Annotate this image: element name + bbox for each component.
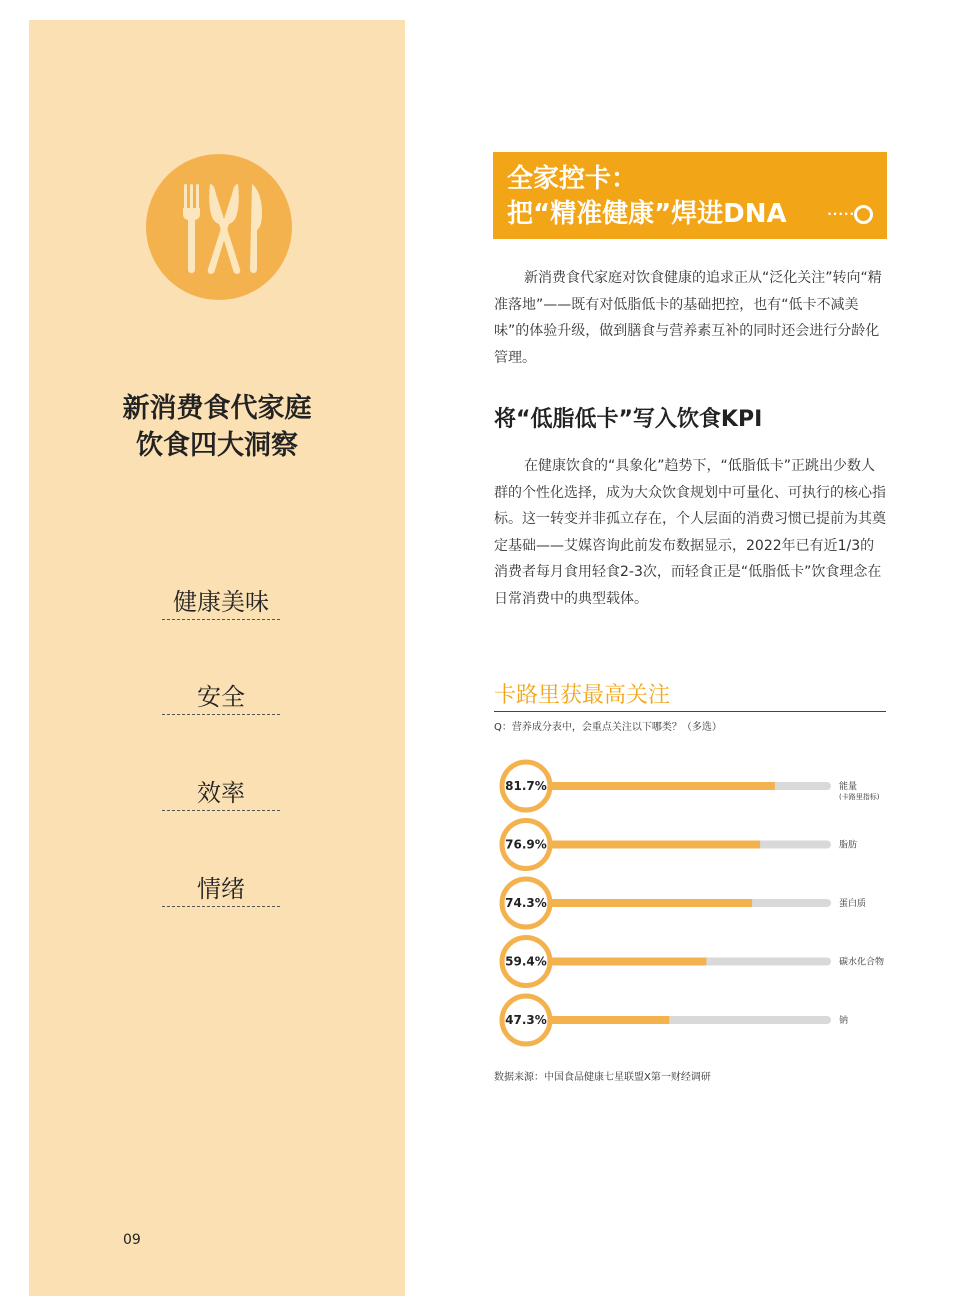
section-heading: 将“低脂低卡”写入饮食KPI [494, 407, 763, 432]
value-label: 59.4% [505, 954, 547, 969]
bar [524, 899, 752, 907]
sidebar-title-line1: 新消费食代家庭 [122, 393, 312, 424]
value-label: 81.7% [505, 779, 547, 793]
category-label: 蛋白质 [839, 899, 867, 909]
tag-efficiency: 效率 [162, 773, 280, 811]
category-label: 脂肪 [839, 840, 858, 851]
banner-line1: 全家控卡： [507, 164, 638, 194]
intro-paragraph: 新消费食代家庭对饮食健康的追求正从“泛化关注”转向“精准落地”——既有对低脂低卡的基础把控，也有“低卡不减美味”的体验升级，做到膳食与营养素互补的同时还会进行分龄化管理。 [494, 270, 882, 366]
section-paragraph: 在健康饮食的“具象化”趋势下，“低脂低卡”正跳出少数人群的个性化选择，成为大众饮食规划中可量化、可执行的核心指标。这一转变并非孤立存在，个人层面的消费习惯已提前为其奠定基础——艾媒咨询此前发布数据显示，2022年已有近1/3的消费者每月食用轻食2-3次，而轻食正是“低脂低卡”饮食理念在日常消费中的典型载体。 [494, 458, 886, 607]
value-label: 76.9% [505, 837, 547, 852]
category-label: 能量 [839, 782, 858, 792]
banner-dots: ····· [827, 207, 855, 221]
chart-question: Q：营养成分表中，会重点关注以下哪类？（多选） [494, 722, 722, 733]
banner-line2: 把“精准健康”焊进DNA [507, 199, 787, 229]
value-label: 47.3% [505, 1013, 547, 1027]
tag-safety: 安全 [162, 677, 280, 715]
data-source: 数据来源：中国食品健康七星联盟X第一财经调研 [494, 1072, 711, 1083]
category-label: 钠 [839, 1016, 849, 1026]
bar [524, 782, 775, 790]
page-number: 09 [123, 1232, 141, 1248]
value-label: 74.3% [505, 896, 547, 910]
bar [524, 841, 760, 849]
sidebar-title-line2: 饮食四大洞察 [136, 430, 298, 461]
tag-health-taste: 健康美味 [162, 582, 280, 620]
tag-emotion: 情绪 [162, 869, 280, 907]
category-label: 碳水化合物 [839, 957, 885, 968]
chart-title: 卡路里获最高关注 [494, 683, 671, 708]
category-note: (卡路里指标) [839, 793, 880, 801]
